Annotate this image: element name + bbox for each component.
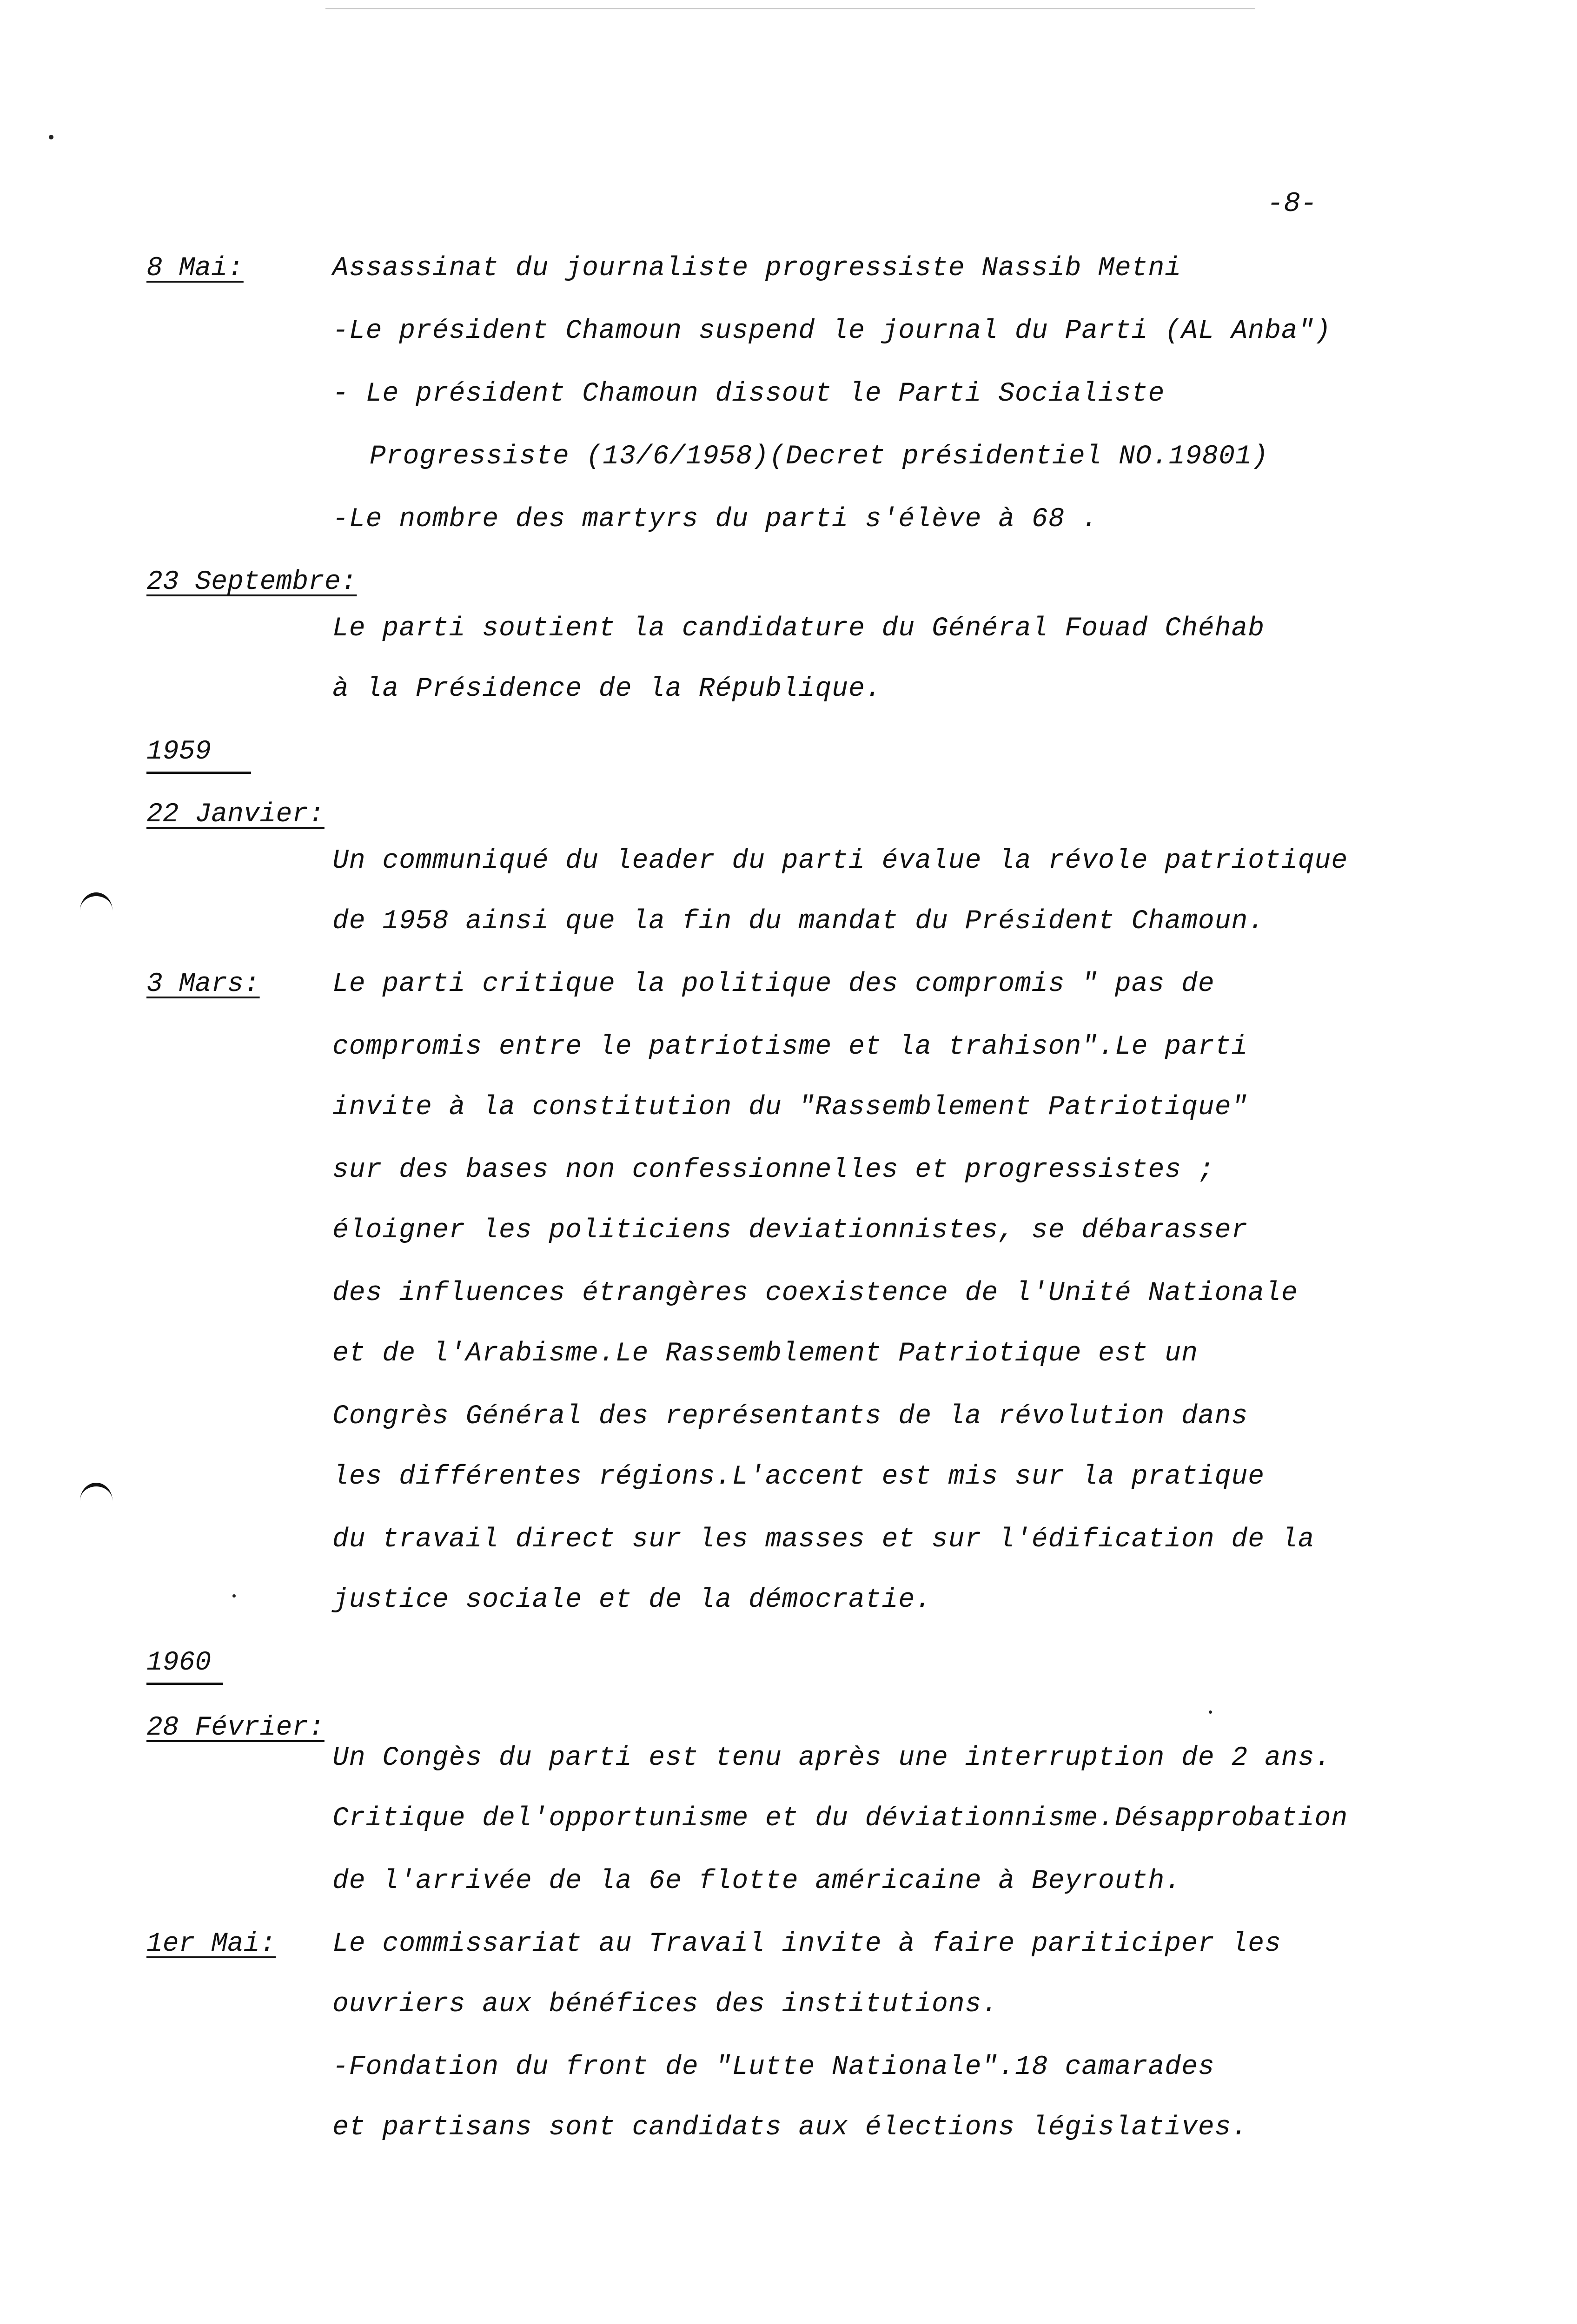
- entry-text-line: Assassinat du journaliste progressiste Nassib Metni: [332, 253, 1182, 284]
- entry-text-line: à la Présidence de la République.: [332, 674, 882, 704]
- page-number: -8-: [1267, 188, 1318, 220]
- entry-text-line: de l'arrivée de la 6e flotte américaine à Beyrouth.: [332, 1866, 1182, 1896]
- entry-text-line: compromis entre le patriotisme et la trahison".Le parti: [332, 1032, 1248, 1062]
- scan-speck: [49, 135, 53, 139]
- entry-text-line: et de l'Arabisme.Le Rassemblement Patriotique est un: [332, 1339, 1198, 1369]
- year-underline: [146, 772, 251, 774]
- entry-date: 8 Mai:: [146, 253, 244, 284]
- entry-text-line: Progressiste (13/6/1958)(Decret présidentiel NO.19801): [370, 442, 1269, 472]
- entry-text-line: les différentes régions.L'accent est mis sur la pratique: [332, 1462, 1265, 1492]
- entry-text-line: ouvriers aux bénéfices des institutions.: [332, 1989, 999, 2020]
- entry-text-line: Le commissariat au Travail invite à faire pariticiper les: [332, 1929, 1281, 1959]
- entry-text-line: éloigner les politiciens deviationnistes, se débarasser: [332, 1215, 1248, 1246]
- entry-text-line: Un communiqué du leader du parti évalue la révole patriotique: [332, 846, 1348, 876]
- entry-text-line: Le parti soutient la candidature du Général Fouad Chéhab: [332, 614, 1265, 644]
- entry-text-line: Un Congès du parti est tenu après une interruption de 2 ans.: [332, 1743, 1332, 1773]
- year-underline: [146, 1683, 223, 1685]
- scan-speck: [232, 1594, 236, 1598]
- entry-text-line: justice sociale et de la démocratie.: [332, 1585, 932, 1615]
- entry-text-line: - Le président Chamoun dissout le Parti Socialiste: [332, 379, 1165, 409]
- entry-text-line: du travail direct sur les masses et sur l'édification de la: [332, 1525, 1315, 1555]
- year-heading: 1959: [146, 737, 212, 767]
- entry-date: 22 Janvier:: [146, 799, 325, 830]
- entry-text-line: et partisans sont candidats aux élections législatives.: [332, 2113, 1248, 2143]
- entry-text-line: de 1958 ainsi que la fin du mandat du Président Chamoun.: [332, 906, 1265, 937]
- year-heading: 1960: [146, 1648, 212, 1678]
- entry-date: 23 Septembre:: [146, 567, 357, 597]
- entry-date: 1er Mai:: [146, 1929, 276, 1959]
- punch-hole-mark: [80, 1483, 113, 1519]
- entry-text-line: invite à la constitution du "Rassemblement Patriotique": [332, 1092, 1248, 1122]
- entry-text-line: -Fondation du front de "Lutte Nationale".18 camarades: [332, 2052, 1215, 2082]
- scan-speck: [1209, 1710, 1212, 1714]
- punch-hole-mark: [80, 892, 113, 929]
- entry-text-line: sur des bases non confessionnelles et progressistes ;: [332, 1155, 1215, 1185]
- entry-text-line: des influences étrangères coexistence de l'Unité Nationale: [332, 1278, 1298, 1308]
- scan-edge-line: [325, 8, 1255, 9]
- entry-text-line: Critique del'opportunisme et du déviationnisme.Désapprobation: [332, 1803, 1348, 1834]
- entry-text-line: -Le président Chamoun suspend le journal du Parti (AL Anba"): [332, 316, 1332, 346]
- entry-text-line: -Le nombre des martyrs du parti s'élève à 68 .: [332, 504, 1099, 535]
- entry-text-line: Le parti critique la politique des compromis " pas de: [332, 969, 1215, 999]
- entry-text-line: Congrès Général des représentants de la révolution dans: [332, 1401, 1248, 1432]
- entry-date: 3 Mars:: [146, 969, 260, 999]
- entry-date: 28 Février:: [146, 1713, 325, 1743]
